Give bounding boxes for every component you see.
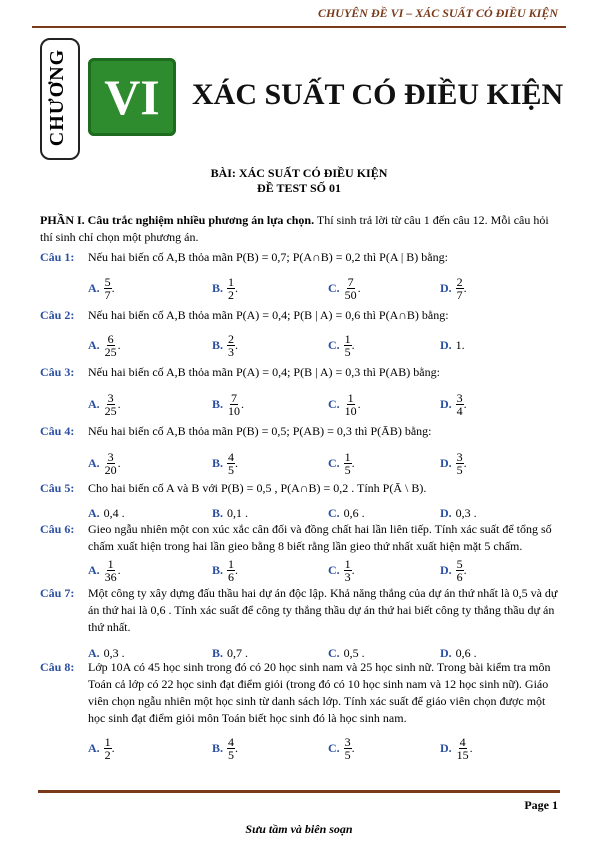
chapter-title: XÁC SUẤT CÓ ĐIỀU KIỆN bbox=[192, 78, 564, 111]
fraction-numerator: 1 bbox=[347, 390, 354, 405]
question-3 bbox=[40, 364, 562, 381]
option-value: 0,3 . bbox=[455, 505, 477, 520]
option-letter: D. bbox=[440, 505, 452, 520]
fraction-denominator: 5 bbox=[228, 747, 235, 762]
fraction-numerator: 5 bbox=[456, 556, 463, 571]
question-4 bbox=[40, 423, 562, 440]
answer-option[interactable] bbox=[440, 273, 467, 303]
part-heading: PHẦN I. Câu trắc nghiệm nhiều phương án lựa chọn. bbox=[40, 213, 315, 227]
question-5 bbox=[40, 480, 562, 497]
fraction-denominator: 6 bbox=[456, 569, 463, 584]
answer-option[interactable] bbox=[328, 555, 355, 585]
part-intro bbox=[40, 212, 560, 246]
fraction-numerator: 7 bbox=[347, 274, 354, 289]
option-letter: B. bbox=[212, 280, 224, 295]
chapter-number-box bbox=[88, 58, 176, 136]
fraction-denominator: 7 bbox=[104, 287, 111, 302]
option-fraction bbox=[456, 736, 470, 761]
answer-option[interactable] bbox=[212, 330, 238, 360]
answer-option[interactable] bbox=[212, 733, 238, 763]
fraction-numerator: 1 bbox=[104, 734, 111, 749]
option-letter: D. bbox=[440, 562, 452, 577]
fraction-denominator: 3 bbox=[344, 569, 351, 584]
answer-option[interactable] bbox=[88, 389, 121, 419]
option-period: . bbox=[357, 280, 361, 295]
option-fraction bbox=[104, 736, 112, 761]
option-fraction bbox=[227, 736, 235, 761]
answer-option[interactable] bbox=[88, 733, 115, 763]
fraction-denominator: 25 bbox=[104, 403, 117, 418]
option-value: 0,3 . bbox=[103, 645, 125, 660]
fraction-denominator: 3 bbox=[228, 344, 235, 359]
fraction-numerator: 4 bbox=[228, 449, 235, 464]
fraction-numerator: 3 bbox=[456, 449, 463, 464]
option-letter: D. bbox=[440, 455, 452, 470]
fraction-numerator: 1 bbox=[344, 449, 351, 464]
chapter-number: VI bbox=[104, 69, 160, 125]
fraction-numerator: 2 bbox=[456, 274, 463, 289]
option-fraction bbox=[104, 333, 118, 358]
option-letter: A. bbox=[88, 505, 100, 520]
fraction-denominator: 10 bbox=[228, 403, 241, 418]
fraction-numerator: 1 bbox=[344, 556, 351, 571]
question-2 bbox=[40, 307, 562, 324]
chapter-label: CHƯƠNG bbox=[46, 48, 69, 146]
answer-option[interactable] bbox=[88, 555, 121, 585]
fraction-denominator: 2 bbox=[104, 747, 111, 762]
fraction-denominator: 20 bbox=[104, 462, 117, 477]
question-text: Nếu hai biến cố A,B thỏa mãn P(A) = 0,4; P(B | A) = 0,6 thì P(A∩B) bằng: bbox=[88, 308, 449, 322]
option-letter: C. bbox=[328, 505, 340, 520]
fraction-denominator: 5 bbox=[344, 747, 351, 762]
option-period: . bbox=[235, 280, 239, 295]
option-fraction bbox=[227, 392, 241, 417]
question-label: Câu 7: bbox=[40, 586, 75, 600]
answer-option[interactable] bbox=[440, 448, 467, 478]
page-number: Page 1 bbox=[524, 798, 558, 812]
fraction-denominator: 5 bbox=[344, 462, 351, 477]
option-letter: B. bbox=[212, 337, 224, 352]
option-value: 0,4 . bbox=[103, 505, 125, 520]
option-letter: A. bbox=[88, 337, 100, 352]
fraction-numerator: 6 bbox=[107, 331, 114, 346]
answer-option[interactable] bbox=[212, 555, 238, 585]
option-period: . bbox=[235, 455, 239, 470]
option-letter: B. bbox=[212, 645, 224, 660]
option-fraction bbox=[104, 392, 118, 417]
option-fraction bbox=[456, 558, 464, 583]
option-period: . bbox=[241, 396, 245, 411]
fraction-numerator: 1 bbox=[107, 556, 114, 571]
answer-option[interactable] bbox=[212, 448, 238, 478]
question-text: Một công ty xây dựng đấu thầu hai dự án độc lập. Khả năng thắng của dự án thứ nhất là 0,5 và dự án thứ hai là 0,6 . Tính xác suất để công ty thắng thầu dự án thứ hai biết công ty thắng thầu dự án thứ nhất. bbox=[88, 586, 558, 634]
answer-option[interactable] bbox=[328, 389, 361, 419]
option-fraction bbox=[104, 451, 118, 476]
option-fraction bbox=[227, 276, 235, 301]
answer-option[interactable] bbox=[212, 273, 238, 303]
answer-option[interactable] bbox=[328, 448, 355, 478]
option-value: 1. bbox=[455, 337, 465, 352]
option-letter: A. bbox=[88, 562, 100, 577]
option-fraction bbox=[456, 451, 464, 476]
fraction-numerator: 4 bbox=[228, 734, 235, 749]
option-period: . bbox=[463, 455, 467, 470]
option-period: . bbox=[117, 337, 121, 352]
option-value: 0,5 . bbox=[343, 645, 365, 660]
option-letter: B. bbox=[212, 505, 224, 520]
option-letter: B. bbox=[212, 455, 224, 470]
option-fraction bbox=[227, 333, 235, 358]
fraction-denominator: 36 bbox=[104, 569, 117, 584]
option-value: 0,6 . bbox=[455, 645, 477, 660]
option-letter: A. bbox=[88, 455, 100, 470]
option-letter: D. bbox=[440, 645, 452, 660]
fraction-denominator: 4 bbox=[456, 403, 463, 418]
option-fraction bbox=[104, 558, 118, 583]
option-fraction bbox=[344, 558, 352, 583]
option-period: . bbox=[117, 396, 121, 411]
answer-option[interactable] bbox=[212, 389, 244, 419]
answer-option[interactable] bbox=[88, 273, 115, 303]
option-period: . bbox=[351, 337, 355, 352]
question-label: Câu 8: bbox=[40, 660, 75, 674]
fraction-numerator: 1 bbox=[228, 274, 235, 289]
fraction-denominator: 10 bbox=[344, 403, 357, 418]
option-period: . bbox=[351, 562, 355, 577]
question-label: Câu 6: bbox=[40, 522, 75, 536]
option-letter: D. bbox=[440, 337, 452, 352]
option-period: . bbox=[117, 455, 121, 470]
footer-credit: Sưu tầm và biên soạn bbox=[245, 822, 353, 836]
fraction-numerator: 3 bbox=[344, 734, 351, 749]
option-period: . bbox=[351, 740, 355, 755]
question-label: Câu 4: bbox=[40, 424, 75, 438]
option-period: . bbox=[463, 280, 467, 295]
question-text: Nếu hai biến cố A,B thỏa mãn P(A) = 0,4; P(B | A) = 0,3 thì P(AB) bằng: bbox=[88, 365, 440, 379]
answer-option[interactable] bbox=[88, 330, 121, 360]
option-letter: D. bbox=[440, 280, 452, 295]
fraction-denominator: 2 bbox=[228, 287, 235, 302]
question-text: Gieo ngẫu nhiên một con xúc xắc cân đối và đồng chất hai lần liên tiếp. Tính xác suất để tổng số chấm xuất hiện trong hai lần gieo bằng 8 biết rằng lần gieo thứ nhất xuất hiện mặt 5 chấm. bbox=[88, 522, 552, 553]
fraction-numerator: 3 bbox=[456, 390, 463, 405]
option-fraction bbox=[456, 392, 464, 417]
part-instructions: Thí sinh trả lời từ câu 1 đến câu 12. Mỗi câu hỏi thí sinh chỉ chọn một phương án. bbox=[40, 213, 549, 244]
header-divider bbox=[32, 26, 566, 28]
answer-option[interactable] bbox=[440, 330, 465, 360]
question-label: Câu 3: bbox=[40, 365, 75, 379]
fraction-denominator: 15 bbox=[456, 747, 469, 762]
option-fraction bbox=[227, 451, 235, 476]
option-letter: D. bbox=[440, 740, 452, 755]
option-period: . bbox=[111, 740, 115, 755]
option-period: . bbox=[351, 455, 355, 470]
option-letter: B. bbox=[212, 562, 224, 577]
answer-option[interactable] bbox=[328, 330, 355, 360]
answer-option[interactable] bbox=[440, 389, 467, 419]
option-period: . bbox=[235, 562, 239, 577]
option-fraction bbox=[227, 558, 235, 583]
option-letter: C. bbox=[328, 562, 340, 577]
header-title: CHUYÊN ĐỀ VI – XÁC SUẤT CÓ ĐIỀU KIỆN bbox=[317, 6, 558, 20]
answer-options bbox=[88, 330, 558, 360]
option-period: . bbox=[357, 396, 361, 411]
question-text: Nếu hai biến cố A,B thỏa mãn P(B) = 0,5; P(AB) = 0,3 thì P(ĀB) bằng: bbox=[88, 424, 432, 438]
question-label: Câu 5: bbox=[40, 481, 75, 495]
option-period: . bbox=[463, 562, 467, 577]
option-value: 0,7 . bbox=[227, 645, 249, 660]
option-letter: A. bbox=[88, 280, 100, 295]
answer-option[interactable] bbox=[440, 555, 467, 585]
fraction-denominator: 50 bbox=[344, 287, 357, 302]
option-period: . bbox=[469, 740, 473, 755]
option-letter: C. bbox=[328, 337, 340, 352]
answer-option[interactable] bbox=[328, 273, 361, 303]
fraction-numerator: 1 bbox=[344, 331, 351, 346]
option-letter: A. bbox=[88, 645, 100, 660]
question-6 bbox=[40, 521, 562, 555]
fraction-numerator: 4 bbox=[459, 734, 466, 749]
answer-option[interactable] bbox=[440, 733, 473, 763]
answer-option[interactable] bbox=[328, 733, 355, 763]
option-value: 0,1 . bbox=[227, 505, 249, 520]
option-fraction bbox=[104, 276, 112, 301]
fraction-numerator: 2 bbox=[228, 331, 235, 346]
fraction-denominator: 6 bbox=[228, 569, 235, 584]
question-7 bbox=[40, 585, 562, 636]
option-period: . bbox=[235, 740, 239, 755]
answer-options bbox=[88, 448, 558, 478]
answer-options bbox=[88, 555, 558, 585]
question-1 bbox=[40, 249, 562, 266]
option-period: . bbox=[117, 562, 121, 577]
answer-option[interactable] bbox=[88, 448, 121, 478]
question-text: Lớp 10A có 45 học sinh trong đó có 20 học sinh nam và 25 học sinh nữ. Trong bài kiểm tra môn Toán cả lớp có 22 học sinh đạt điểm giỏi (trong đó có 10 học sinh nam và 12 học sinh nữ). Giáo viên chọn ngẫu nhiên một học sinh từ danh sách lớp. Tính xác suất để giáo viên chọn được một học sinh đạt điểm giỏi môn Toán biết học sinh đó là học sinh nam. bbox=[88, 660, 551, 725]
test-title: ĐỀ TEST SỐ 01 bbox=[257, 181, 341, 195]
option-letter: D. bbox=[440, 396, 452, 411]
option-fraction bbox=[344, 451, 352, 476]
fraction-denominator: 5 bbox=[344, 344, 351, 359]
fraction-denominator: 7 bbox=[456, 287, 463, 302]
option-period: . bbox=[463, 396, 467, 411]
fraction-numerator: 1 bbox=[228, 556, 235, 571]
option-fraction bbox=[344, 333, 352, 358]
option-letter: B. bbox=[212, 396, 224, 411]
fraction-numerator: 5 bbox=[104, 274, 111, 289]
fraction-numerator: 7 bbox=[231, 390, 238, 405]
option-letter: B. bbox=[212, 740, 224, 755]
option-letter: C. bbox=[328, 645, 340, 660]
footer-divider bbox=[38, 790, 560, 793]
question-label: Câu 2: bbox=[40, 308, 75, 322]
option-period: . bbox=[235, 337, 239, 352]
option-letter: C. bbox=[328, 740, 340, 755]
option-fraction bbox=[456, 276, 464, 301]
option-value: 0,6 . bbox=[343, 505, 365, 520]
option-period: . bbox=[111, 280, 115, 295]
answer-options bbox=[88, 389, 558, 419]
fraction-denominator: 5 bbox=[228, 462, 235, 477]
option-letter: A. bbox=[88, 740, 100, 755]
answer-options bbox=[88, 733, 558, 763]
fraction-numerator: 3 bbox=[107, 449, 114, 464]
option-letter: C. bbox=[328, 396, 340, 411]
option-letter: C. bbox=[328, 280, 340, 295]
option-letter: A. bbox=[88, 396, 100, 411]
answer-options bbox=[88, 273, 558, 303]
fraction-denominator: 25 bbox=[104, 344, 117, 359]
option-fraction bbox=[344, 276, 358, 301]
option-fraction bbox=[344, 736, 352, 761]
option-letter: C. bbox=[328, 455, 340, 470]
option-fraction bbox=[344, 392, 358, 417]
fraction-numerator: 3 bbox=[107, 390, 114, 405]
question-text: Cho hai biến cố A và B với P(B) = 0,5 , P(A∩B) = 0,2 . Tính P(Ā \ B). bbox=[88, 481, 427, 495]
question-label: Câu 1: bbox=[40, 250, 75, 264]
question-text: Nếu hai biến cố A,B thỏa mãn P(B) = 0,7; P(A∩B) = 0,2 thì P(A | B) bằng: bbox=[88, 250, 448, 264]
lesson-title: BÀI: XÁC SUẤT CÓ ĐIỀU KIỆN bbox=[210, 166, 388, 180]
fraction-denominator: 5 bbox=[456, 462, 463, 477]
question-8 bbox=[40, 659, 562, 727]
